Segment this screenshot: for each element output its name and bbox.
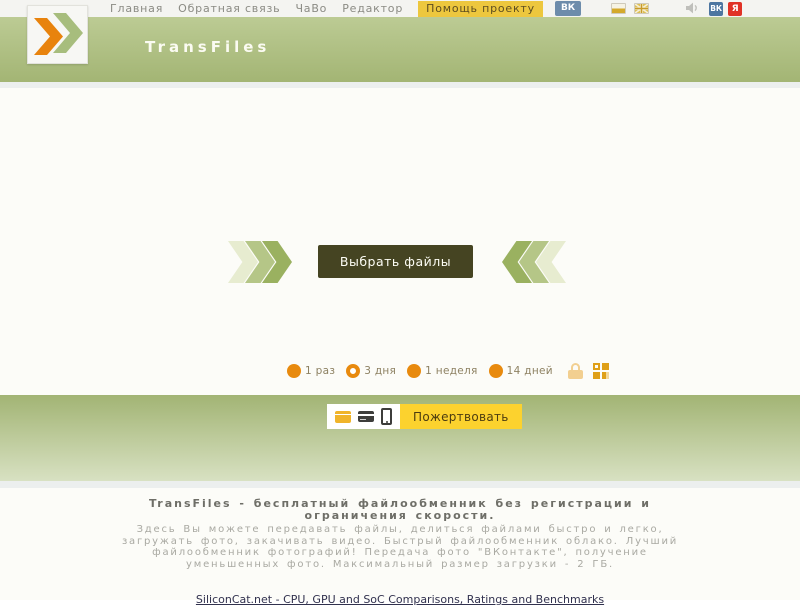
credit-card-icon (358, 411, 374, 422)
site-title: TransFiles (145, 38, 271, 56)
yandex-share-icon[interactable]: Я (728, 2, 742, 16)
header-band (0, 17, 800, 82)
vk-group-button[interactable]: ВК (555, 1, 581, 16)
main-content (0, 88, 800, 395)
footer-description: Здесь Вы можете передавать файлы, делиться файлами быстро и легко, загружать фото, закачивать видео. Быстрый файлообменник облако. Лучший файлообменник фотографий! Передача фото "ВКонтакте", получение уменьшенных фото. Максимальный размер загрузки - 2 ГБ. (121, 524, 679, 570)
expiry-options-row (287, 363, 609, 379)
qr-code-icon[interactable] (593, 363, 609, 379)
expiry-option-label: 1 неделя (425, 365, 478, 377)
nav-item-home[interactable]: Главная (110, 2, 164, 15)
footer-link-wrap (0, 588, 800, 607)
donate-widget[interactable] (327, 404, 522, 429)
decor-arrows-left-icon (502, 241, 566, 283)
password-lock-icon[interactable] (568, 363, 583, 379)
footer-heading: TransFiles - бесплатный файлообменник без регистрации и ограничения скорости. (148, 497, 651, 522)
siliconcat-link[interactable]: SiliconCat.net - CPU, GPU and SoC Comparisons, Ratings and Benchmarks (195, 593, 605, 606)
language-flag-icon-1[interactable] (611, 3, 626, 14)
radio-icon[interactable] (346, 364, 360, 378)
wallet-icon (335, 411, 351, 423)
expiry-option-1-raz[interactable] (287, 364, 335, 378)
choose-files-button[interactable]: Выбрать файлы (318, 245, 473, 278)
divider-strip (0, 481, 800, 488)
nav-item-help-project[interactable]: Помощь проекту (418, 1, 543, 17)
nav-item-editor[interactable]: Редактор (342, 2, 404, 15)
donate-button[interactable]: Пожертвовать (400, 404, 522, 429)
mobile-phone-icon (381, 408, 392, 425)
nav-item-feedback[interactable]: Обратная связь (178, 2, 281, 15)
sound-icon[interactable] (685, 0, 699, 18)
expiry-option-label: 14 дней (506, 365, 553, 377)
payment-icons-box (327, 404, 400, 429)
logo-chevrons-icon (28, 6, 87, 63)
decor-arrows-right-icon (228, 241, 292, 283)
radio-icon[interactable] (489, 364, 503, 378)
top-nav-bar (0, 0, 800, 17)
nav-item-faq[interactable]: ЧаВо (295, 2, 328, 15)
radio-icon[interactable] (287, 364, 301, 378)
vk-share-icon[interactable]: ВК (709, 2, 723, 16)
expiry-option-label: 1 раз (305, 365, 336, 377)
site-logo[interactable] (27, 5, 88, 64)
expiry-option-3-dnya[interactable] (346, 364, 396, 378)
radio-icon[interactable] (407, 364, 421, 378)
expiry-option-label: 3 дня (364, 365, 397, 377)
expiry-option-1-nedelya[interactable] (407, 364, 478, 378)
language-flag-icon-2[interactable] (634, 3, 649, 14)
expiry-option-14-dney[interactable] (489, 364, 553, 378)
union-jack-icon (635, 4, 648, 13)
